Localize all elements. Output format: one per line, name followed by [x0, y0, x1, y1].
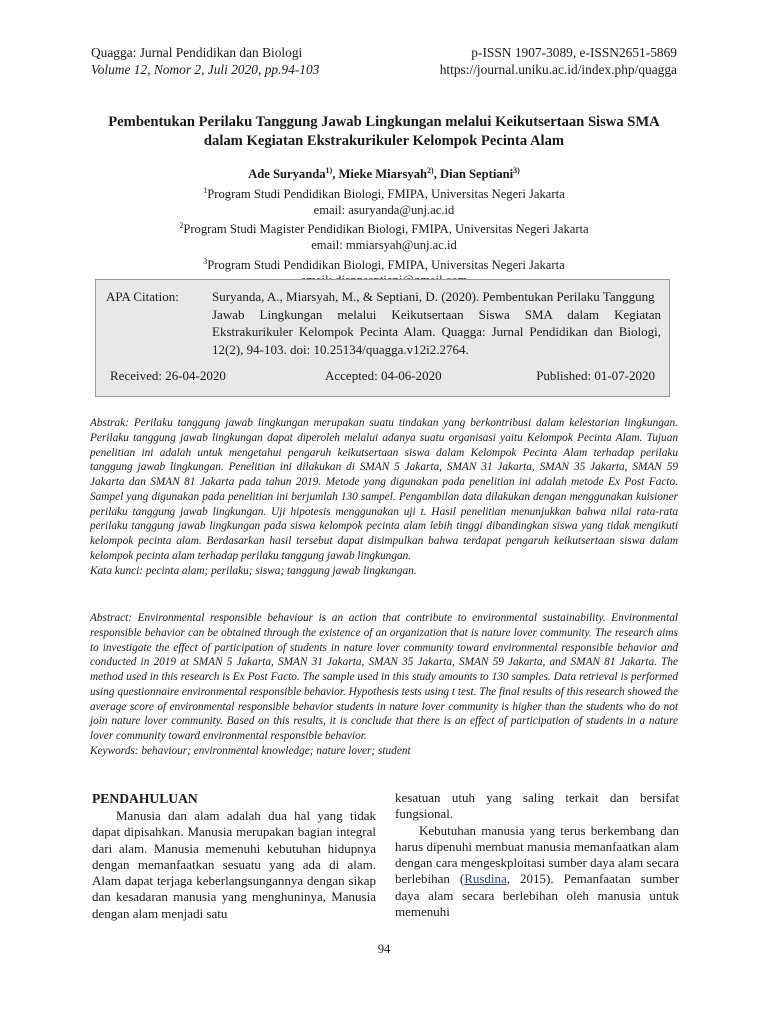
article-title [60, 113, 708, 150]
body-column-right [395, 790, 679, 920]
affiliation-2-sup: 2 [179, 221, 184, 231]
author-3: Dian Septiani [439, 167, 514, 182]
affiliation-1-text: Program Studi Pendidikan Biologi, FMIPA, Universitas Negeri Jakarta [207, 186, 565, 201]
keywords-en: Keywords: behaviour; environmental knowledge; nature lover; student [90, 744, 411, 757]
affiliation-3 [60, 254, 708, 274]
intro-paragraph-1: Manusia dan alam adalah dua hal yang tidak dapat dipisahkan. Manusia merupakan bagian integral dari alam. Manusia memenuhi kebutuhan hidupnya dengan memanfaatkan sesuatu yang ada di alam. Alam dapat terjaga keberlangsungannya dengan sikap dan kesadaran manusia yang menghuninya, Manusia dengan alam menjadi satu [92, 808, 376, 921]
paragraph-2-part-b: , 2015). Pemanfaatan sumber daya alam secara berlebihan oleh manusia untuk memenuhi [395, 871, 679, 920]
author-names: Ade Suryanda$^{1)}$, Mieke Miarsyah$^{2)}$, Dian Septiani$^{3)}$ [248, 166, 520, 182]
section-heading: PENDAHULUAN [92, 791, 198, 806]
issn-info: p-ISSN 1907-3089, e-ISSN2651-5869 [471, 45, 677, 60]
affiliation-1-sup: 1 [203, 185, 208, 195]
citation-link-rusdina[interactable]: Rusdina [464, 871, 507, 887]
citation-first-line [106, 288, 661, 306]
email-2: email: mmiarsyah@unj.ac.id [311, 237, 457, 252]
affiliation-1 [60, 183, 708, 203]
author-3-sup: 3) [513, 166, 520, 175]
journal-name: Quagga: Jurnal Pendidikan dan Biologi [91, 45, 303, 60]
author-2: Mieke Miarsyah [338, 167, 428, 182]
received-date: Received: 26-04-2020 [110, 368, 226, 383]
volume-info: Volume 12, Nomor 2, Juli 2020, pp.94-103 [91, 62, 320, 77]
title-line-2: dalam Kegiatan Ekstrakurikuler Kelompok Pecinta Alam [203, 132, 565, 149]
running-header-right [440, 44, 677, 78]
intro-paragraph-2 [395, 823, 679, 921]
abstract-english [90, 611, 678, 759]
author-1-sup: 1) [325, 166, 333, 175]
abstract-en-text: Abstract: Environmental responsible behaviour is an action that contribute to environmental sustainability. Environmental responsible behavior can be obtained through the existence of an organization that is nature lover community. The research aims to investigate the effect of participation of students in nature lover community toward environmental responsible behavior and conducted in 2019 at SMAN 5 Jakarta, SMAN 31 Jakarta, SMAN 35 Jakarta, SMAN 59 Jakarta, and SMAN 81 Jakarta. The method used in this research is Ex Post Facto. The sample used in this study amounts to 130 samples. Data retrieval is performed using questionnaire environmental responsible behavior. Hypothesis tests using t test. The final results of this research showed the average score of environmental responsible behavior students in nature lover community is higher than the students who do not join nature lover community. Based on this results, it is conclude that there is an effect of participation of students in a nature lover community toward environmental responsible behavior. [90, 612, 678, 742]
author-1: Ade Suryanda [248, 167, 326, 182]
citation-line-1: Suryanda, A., Miarsyah, M., & Septiani, D. (2020). Pembentukan Perilaku Tanggung [212, 289, 655, 304]
journal-url[interactable]: https://journal.uniku.ac.id/index.php/quagga [439, 62, 677, 77]
abstract-indonesian [90, 416, 678, 578]
affiliation-3-sup: 3 [203, 256, 208, 266]
running-header-left [91, 44, 319, 78]
affiliation-2 [60, 218, 708, 238]
affiliation-3-text: Program Studi Pendidikan Biologi, FMIPA, Universitas Negeri Jakarta [207, 257, 565, 272]
accepted-date: Accepted: 04-06-2020 [325, 368, 442, 383]
citation-rest: Jawab Lingkungan melalui Keikutsertaan Siswa SMA dalam Kegiatan Ekstrakurikuler Kelompok Pecinta Alam. Quagga: Jurnal Pendidikan dan Biologi, 12(2), 94-103. doi: 10.25134/quagga.v12i2.2764. [212, 306, 661, 357]
page-number: 94 [377, 942, 391, 956]
author-2-sup: 2) [427, 166, 434, 175]
citation-box [95, 279, 670, 397]
citation-label: APA Citation: [106, 289, 179, 304]
abstract-id-text: Abstrak: Perilaku tanggung jawab lingkungan merupakan suatu tindakan yang berkontribusi dalam kelestarian lingkungan. Perilaku tanggung jawab lingkungan dapat diperoleh melalui adanya suatu organisasi yaitu Kelompok Pecinta Alam. Tujuan penelitian ini adalah untuk mengetahui pengaruh keikutsertaan siswa dalam Kelompok Pecinta Alam terhadap perilaku tanggung jawab lingkungan. Penelitian ini dilakukan di SMAN 5 Jakarta, SMAN 31 Jakarta, SMAN 35 Jakarta, SMAN 59 Jakarta dan SMAN 81 Jakarta pada tahun 2019. Metode yang digunakan pada penelitian ini adalah metode Ex Post Facto. Sampel yang digunakan pada penelitian ini berjumlah 130 sampel. Pengambilan data dilakukan dengan menggunakan kuisioner perilaku tanggung jawab lingkungan. Uji hipotesis menggunakan uji t. Hasil penelitian menunjukkan bahwa nilai rata-rata perilaku tanggung jawab lingkungan pada siswa kelompok pecinta alam lebih tinggi dibandingkan siswa yang tidak mengikuti kelompok pecinta alam. Berdasarkan hasil tersebut dapat disimpulkan bahwa terdapat pengaruh keikutsertaan siswa dalam kelompok pecinta alam terhadap perilaku tanggung jawab lingkungan. [90, 417, 678, 562]
title-line-1: Pembentukan Perilaku Tanggung Jawab Lingkungan melalui Keikutsertaan Siswa SMA [108, 114, 660, 130]
body-column-left [92, 790, 376, 922]
author-block [60, 163, 708, 289]
paragraph-2-part-a: Kebutuhan manusia yang terus berkembang dan harus dipenuhi membuat manusia memanfaatkan alam dengan cara mengeskploitasi sumber daya alam secara berlebihan ( [395, 822, 679, 887]
intro-paragraph-1-continued: kesatuan utuh yang saling terkait dan bersifat fungsional. [395, 790, 679, 822]
citation-text [106, 288, 661, 358]
email-1: email: asuryanda@unj.ac.id [313, 202, 455, 217]
affiliation-2-text: Program Studi Magister Pendidikan Biologi, FMIPA, Universitas Negeri Jakarta [183, 222, 589, 237]
keywords-id: Kata kunci: pecinta alam; perilaku; siswa; tanggung jawab lingkungan. [90, 564, 417, 577]
published-date: Published: 01-07-2020 [536, 368, 655, 383]
